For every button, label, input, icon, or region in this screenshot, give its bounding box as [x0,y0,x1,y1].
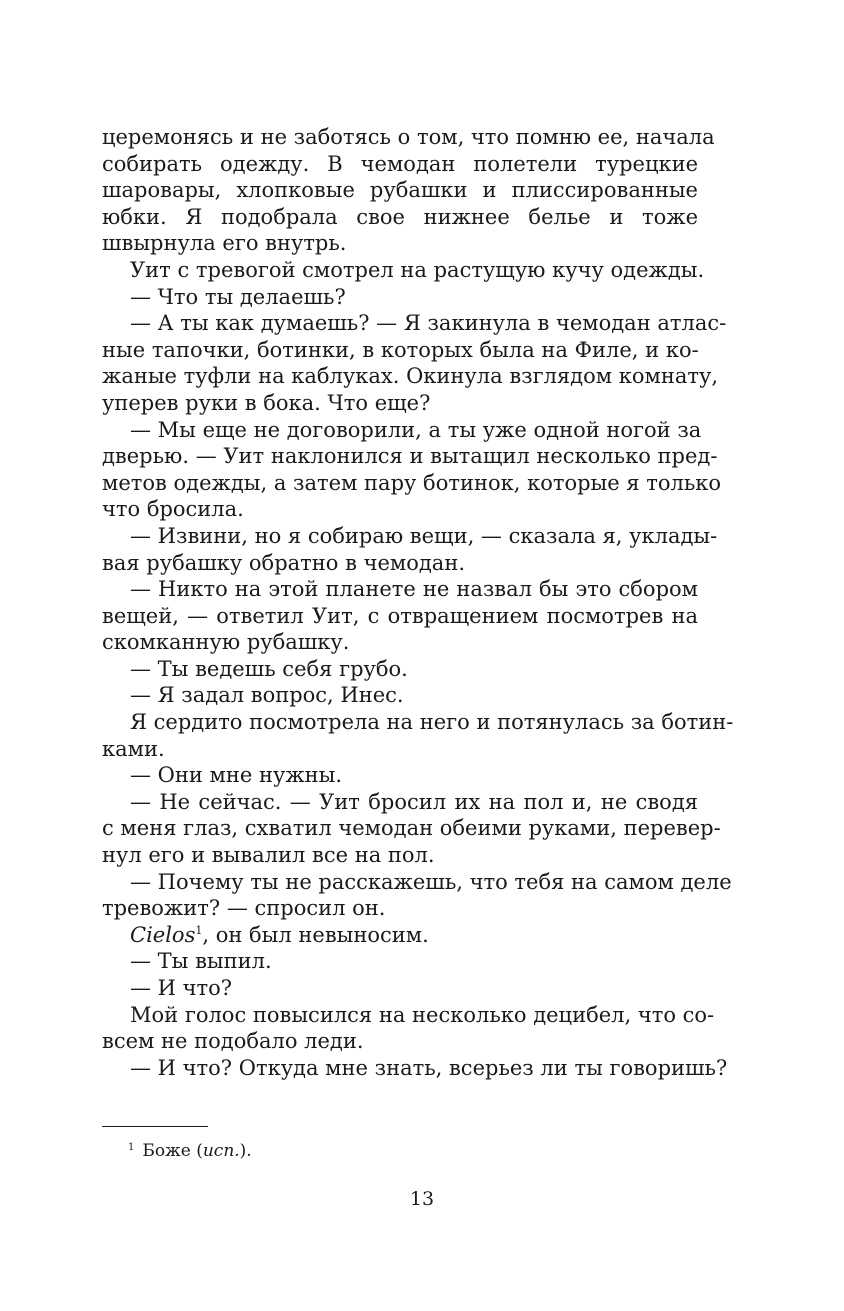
text-line: шаровары, хлопковые рубашки и плиссированные [102,178,698,203]
text-line: — Никто на этой планете не назвал бы это сбором [130,577,698,602]
body-text [102,124,734,1081]
text-line: — И что? Откуда мне знать, всерьез ли ты говоришь? [130,1055,728,1080]
text-line: жаные туфли на каблуках. Окинула взглядом комнату, [102,364,719,389]
text-line: ные тапочки, ботинки, в которых была на Филе, и ко- [102,337,699,362]
text-line: вая рубашку обратно в чемодан. [102,550,465,575]
text-line: всем не подобало леди. [102,1029,364,1054]
text-line: метов одежды, а затем пару ботинок, которые я только [102,470,722,495]
text-line: — Ты выпил. [130,949,272,974]
text-line-with-footnote [102,922,698,949]
text-line: что бросила. [102,497,244,522]
text-line: — Мы еще не договорили, а ты уже одной ногой за [130,417,702,442]
text-line: собирать одежду. В чемодан полетели турецкие [102,151,698,176]
page-number: 13 [409,1188,435,1210]
text-line: дверью. — Уит наклонился и вытащил несколько пред- [102,444,718,469]
text-line: с меня глаз, схватил чемодан обеими руками, перевер- [102,816,721,841]
text-line: скомканную рубашку. [102,630,350,655]
text-line: вещей, — ответил Уит, с отвращением посмотрев на [102,603,698,628]
text-line: швырнула его внутрь. [102,231,347,256]
cielos-italic: Cielos [130,922,196,947]
footnote-text-italic: исп. [202,1141,240,1161]
text-line: юбки. Я подобрала свое нижнее белье и тоже [102,204,698,229]
text-line: — Не сейчас. — Уит бросил их на пол и, не сводя [130,789,698,814]
text-line: уперев руки в бока. Что еще? [102,390,431,415]
footnote-reference: 1 [195,923,203,937]
footnote [128,1137,252,1162]
text-line: Я сердито посмотрела на него и потянулась за ботин- [130,710,734,735]
footnote-text-before: Боже ( [142,1141,203,1161]
text-line: Мой голос повысился на несколько децибел, что со- [130,1002,715,1027]
text-line: нул его и вывалил все на пол. [102,843,435,868]
text-line: — Извини, но я собираю вещи, — сказала я, уклады- [130,523,718,548]
footnote-divider [102,1126,208,1127]
text-line: Уит с тревогой смотрел на растущую кучу одежды. [130,257,705,282]
text-line: — Ты ведешь себя грубо. [130,656,408,681]
text-line: — И что? [130,976,233,1000]
text-line-rest: , он был невыносим. [202,922,429,947]
text-line: — Что ты делаешь? [130,284,346,309]
text-line: ками. [102,736,165,761]
text-line: тревожит? — спросил он. [102,896,386,921]
text-line: — А ты как думаешь? — Я закинула в чемодан атлас- [130,311,727,336]
footnote-mark: 1 [128,1142,135,1153]
footnote-text-after: ). [239,1141,252,1161]
text-line: церемонясь и не заботясь о том, что помню ее, начала [102,125,715,149]
text-line: — Я задал вопрос, Инес. [130,683,404,708]
text-line: — Почему ты не расскажешь, что тебя на самом деле [130,869,732,894]
text-line: — Они мне нужны. [130,763,343,788]
